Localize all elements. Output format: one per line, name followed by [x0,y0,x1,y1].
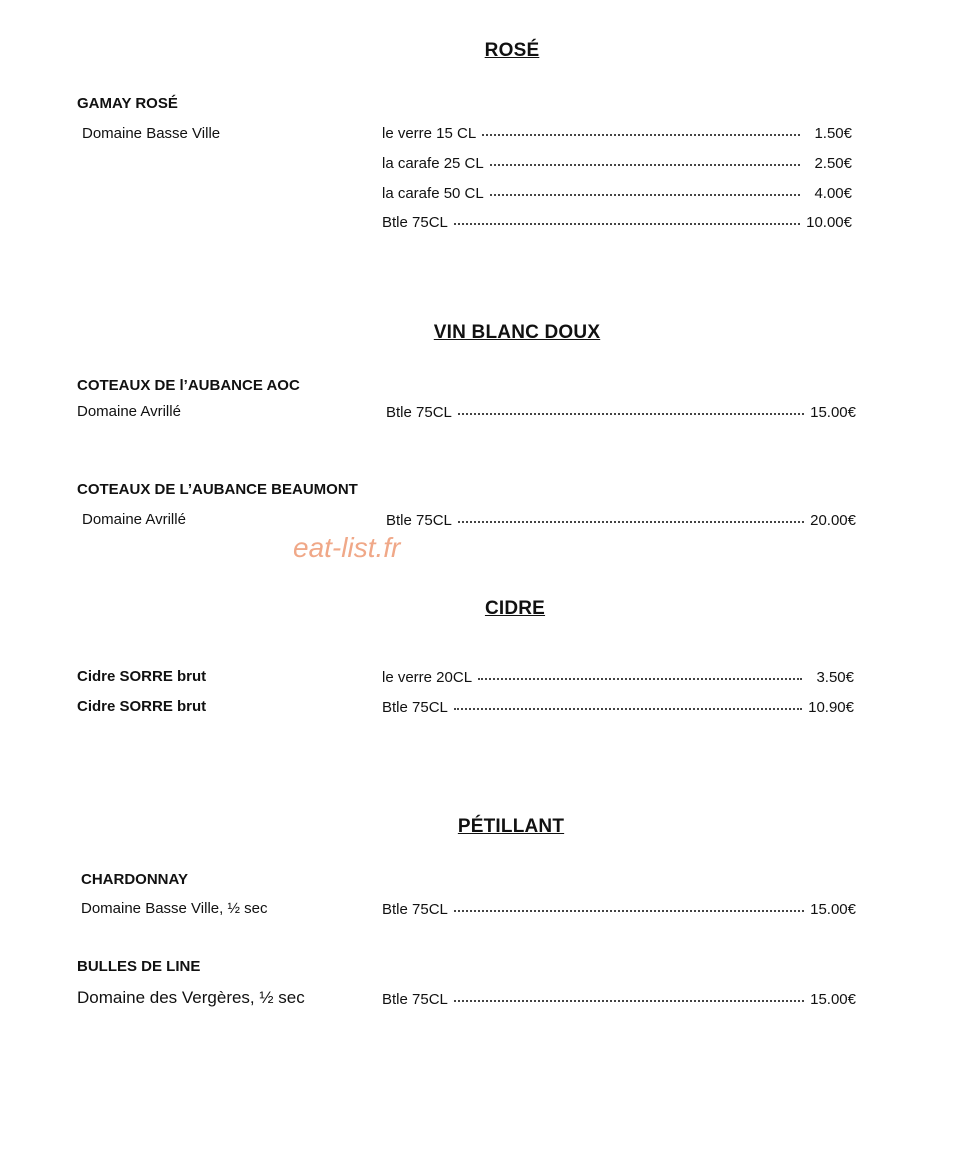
price-row [382,213,852,231]
section-title-petillant: PÉTILLANT [457,816,565,837]
wine-name-coteaux-aoc: COTEAUX DE l’AUBANCE AOC [77,377,300,394]
price-row [382,668,854,686]
price-value: 10.00€ [806,214,852,231]
price-value: 15.00€ [810,404,856,421]
price-row [386,511,856,529]
wine-name-bulles-de-line: BULLES DE LINE [77,958,201,975]
price-label: la carafe 50 CL [382,185,484,202]
price-label: Btle 75CL [382,214,448,231]
dot-leader [454,988,804,1002]
price-label: le verre 15 CL [382,125,477,142]
watermark-text: eat-list.fr [293,532,401,563]
price-label: Btle 75CL [382,901,448,918]
price-row [382,698,854,716]
price-label: Btle 75CL [386,512,452,529]
dot-leader [454,696,802,710]
section-title-rose: ROSÉ [484,40,540,61]
dot-leader [490,152,800,166]
price-label: le verre 20CL [382,669,473,686]
dot-leader [478,666,802,680]
dot-leader [458,509,804,523]
section-title-vin-blanc-doux: VIN BLANC DOUX [433,322,601,343]
price-label: Btle 75CL [382,699,448,716]
price-value: 3.50€ [816,669,854,686]
price-value: 1.50€ [814,125,852,142]
wine-domain-gamay-rose: Domaine Basse Ville [82,125,221,142]
wine-name-coteaux-beaumont: COTEAUX DE L’AUBANCE BEAUMONT [77,481,358,498]
price-value: 15.00€ [810,991,856,1008]
dot-leader [482,122,800,136]
price-row [382,184,852,202]
price-row [386,403,856,421]
price-label: Btle 75CL [382,991,448,1008]
dot-leader [490,182,800,196]
price-value: 20.00€ [810,512,856,529]
wine-name-chardonnay: CHARDONNAY [81,871,188,888]
wine-domain-coteaux-beaumont: Domaine Avrillé [82,511,186,528]
price-value: 2.50€ [814,155,852,172]
section-title-cidre: CIDRE [484,598,546,619]
wine-domain-chardonnay: Domaine Basse Ville, ½ sec [81,900,268,917]
cidre-name: Cidre SORRE brut [77,698,207,715]
price-value: 4.00€ [814,185,852,202]
dot-leader [458,401,804,415]
price-value: 15.00€ [810,901,856,918]
price-row [382,154,852,172]
price-value: 10.90€ [808,699,854,716]
wine-domain-bulles-de-line: Domaine des Vergères, ½ sec [77,988,305,1007]
price-label: Btle 75CL [386,404,452,421]
dot-leader [454,211,800,225]
cidre-name: Cidre SORRE brut [77,668,207,685]
dot-leader [454,898,804,912]
price-row [382,900,856,918]
wine-domain-coteaux-aoc: Domaine Avrillé [77,403,181,420]
wine-name-gamay-rose: GAMAY ROSÉ [77,95,178,112]
price-row [382,990,856,1008]
price-row [382,124,852,142]
price-label: la carafe 25 CL [382,155,484,172]
